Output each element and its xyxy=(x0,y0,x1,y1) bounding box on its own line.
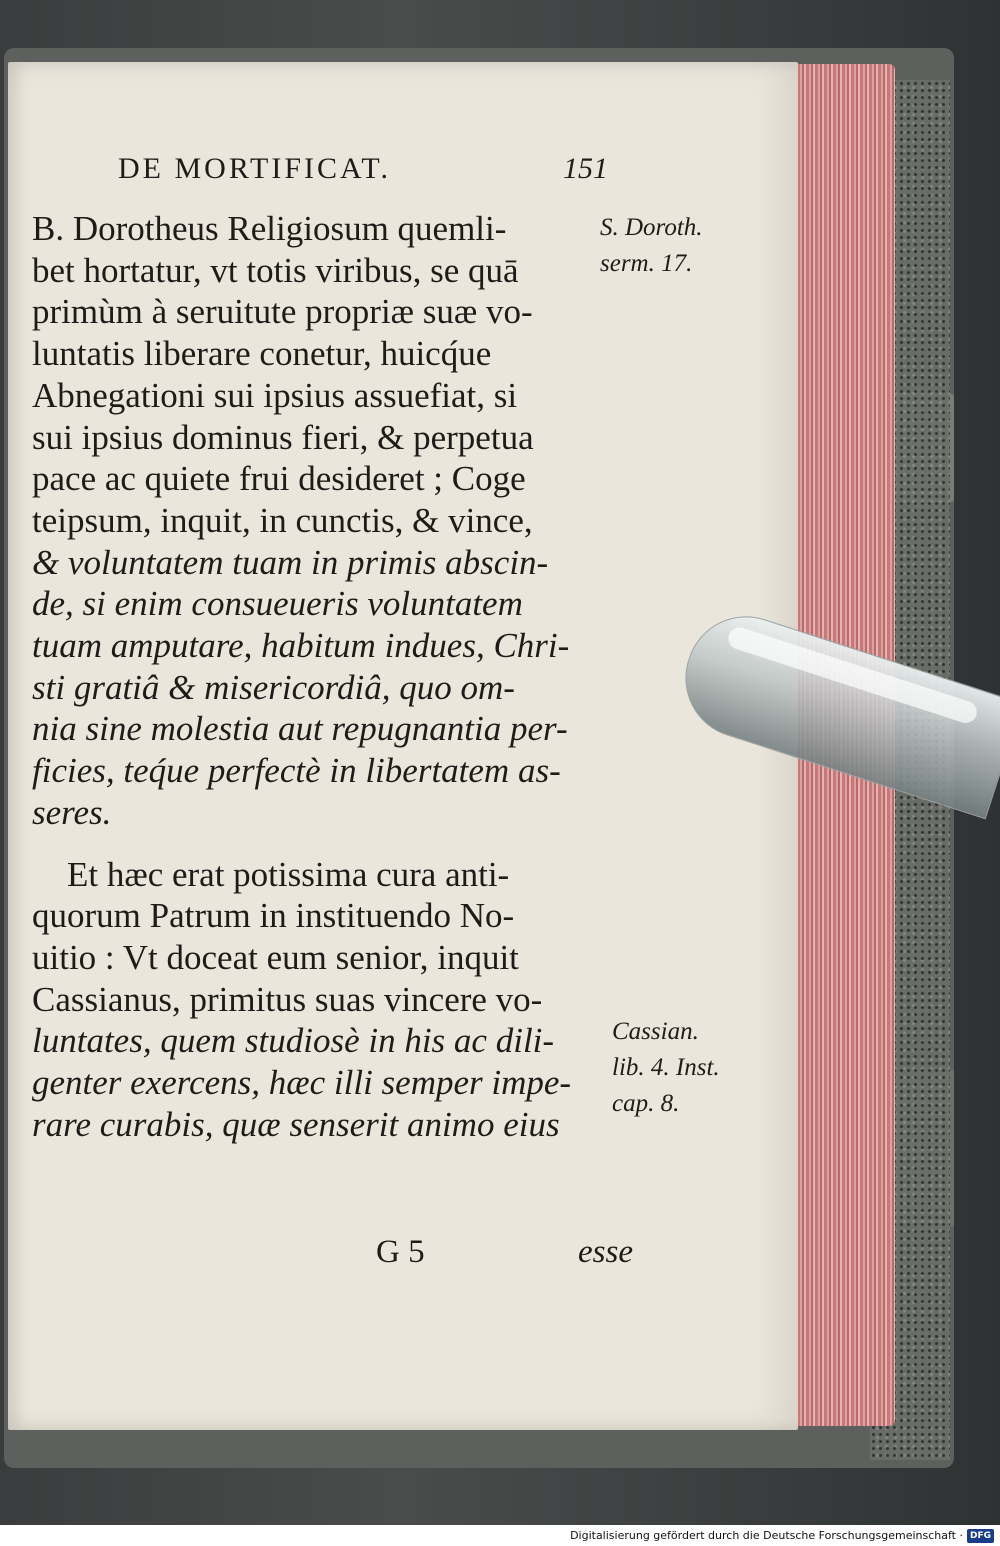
page-number: 151 xyxy=(563,152,608,185)
text-line: genter exercens, hæc illi semper impe- xyxy=(32,1063,572,1103)
footer-bar xyxy=(0,1525,1000,1546)
running-head-title: DE MORTIFICAT. xyxy=(118,152,391,185)
text-line: Abnegationi sui ipsius assuefiat, si xyxy=(32,375,518,415)
footer-credit: Digitalisierung gefördert durch die Deutsche Forschungsgemeinschaft · xyxy=(570,1529,963,1542)
text-line: luntatis liberare conetur, huicq́ue xyxy=(32,334,492,374)
text-line: uitio : Vt doceat eum senior, inquit xyxy=(32,937,519,977)
text-line: sti gratiâ & misericordiâ, quo om- xyxy=(32,667,515,707)
text-line: nia sine molestia aut repugnantia per- xyxy=(32,709,568,749)
text-line: Cassianus, primitus suas vincere vo- xyxy=(32,979,543,1019)
text-line: quorum Patrum in instituendo No- xyxy=(32,896,515,936)
text-line: primùm à seruitute propriæ suæ vo- xyxy=(32,292,533,332)
paragraph-gap xyxy=(32,834,612,854)
text-line: bet hortatur, vt totis viribus, se quā xyxy=(32,250,519,290)
margin-note-doroth xyxy=(600,210,703,282)
margin-note-line: serm. 17. xyxy=(600,250,693,277)
margin-note-line: cap. 8. xyxy=(612,1090,680,1117)
text-line: pace ac quiete frui desideret ; Coge xyxy=(32,459,526,499)
margin-note-line: Cassian. xyxy=(612,1018,699,1045)
body-text xyxy=(32,208,612,1145)
text-line: & voluntatem tuam in primis abscin- xyxy=(32,542,549,582)
text-line: tuam amputare, habitum indues, Chri- xyxy=(32,626,570,666)
text-line: seres. xyxy=(32,792,112,832)
text-line: ficies, teq́ue perfectè in libertatem as- xyxy=(32,751,561,791)
running-head xyxy=(118,152,608,186)
text-line: teipsum, inquit, in cunctis, & vince, xyxy=(32,500,533,540)
signature-mark: G 5 xyxy=(376,1234,425,1270)
text-line: sui ipsius dominus fieri, & perpetua xyxy=(32,417,534,457)
text-line: de, si enim consueueris voluntatem xyxy=(32,584,523,624)
catchline xyxy=(30,1234,633,1274)
catchword: esse xyxy=(578,1234,633,1270)
margin-note-line: S. Doroth. xyxy=(600,214,703,241)
text-line: B. Dorotheus Religiosum quemli- xyxy=(32,209,507,248)
margin-note-cassian xyxy=(612,1014,720,1122)
margin-note-line: lib. 4. Inst. xyxy=(612,1054,720,1081)
text-line: rare curabis, quæ senserit animo eius xyxy=(32,1104,560,1144)
text-line: Et hæc erat potissima cura anti- xyxy=(32,854,510,894)
dfg-logo-icon: DFG xyxy=(967,1529,994,1543)
text-line: luntates, quem studiosè in his ac dili- xyxy=(32,1021,555,1061)
